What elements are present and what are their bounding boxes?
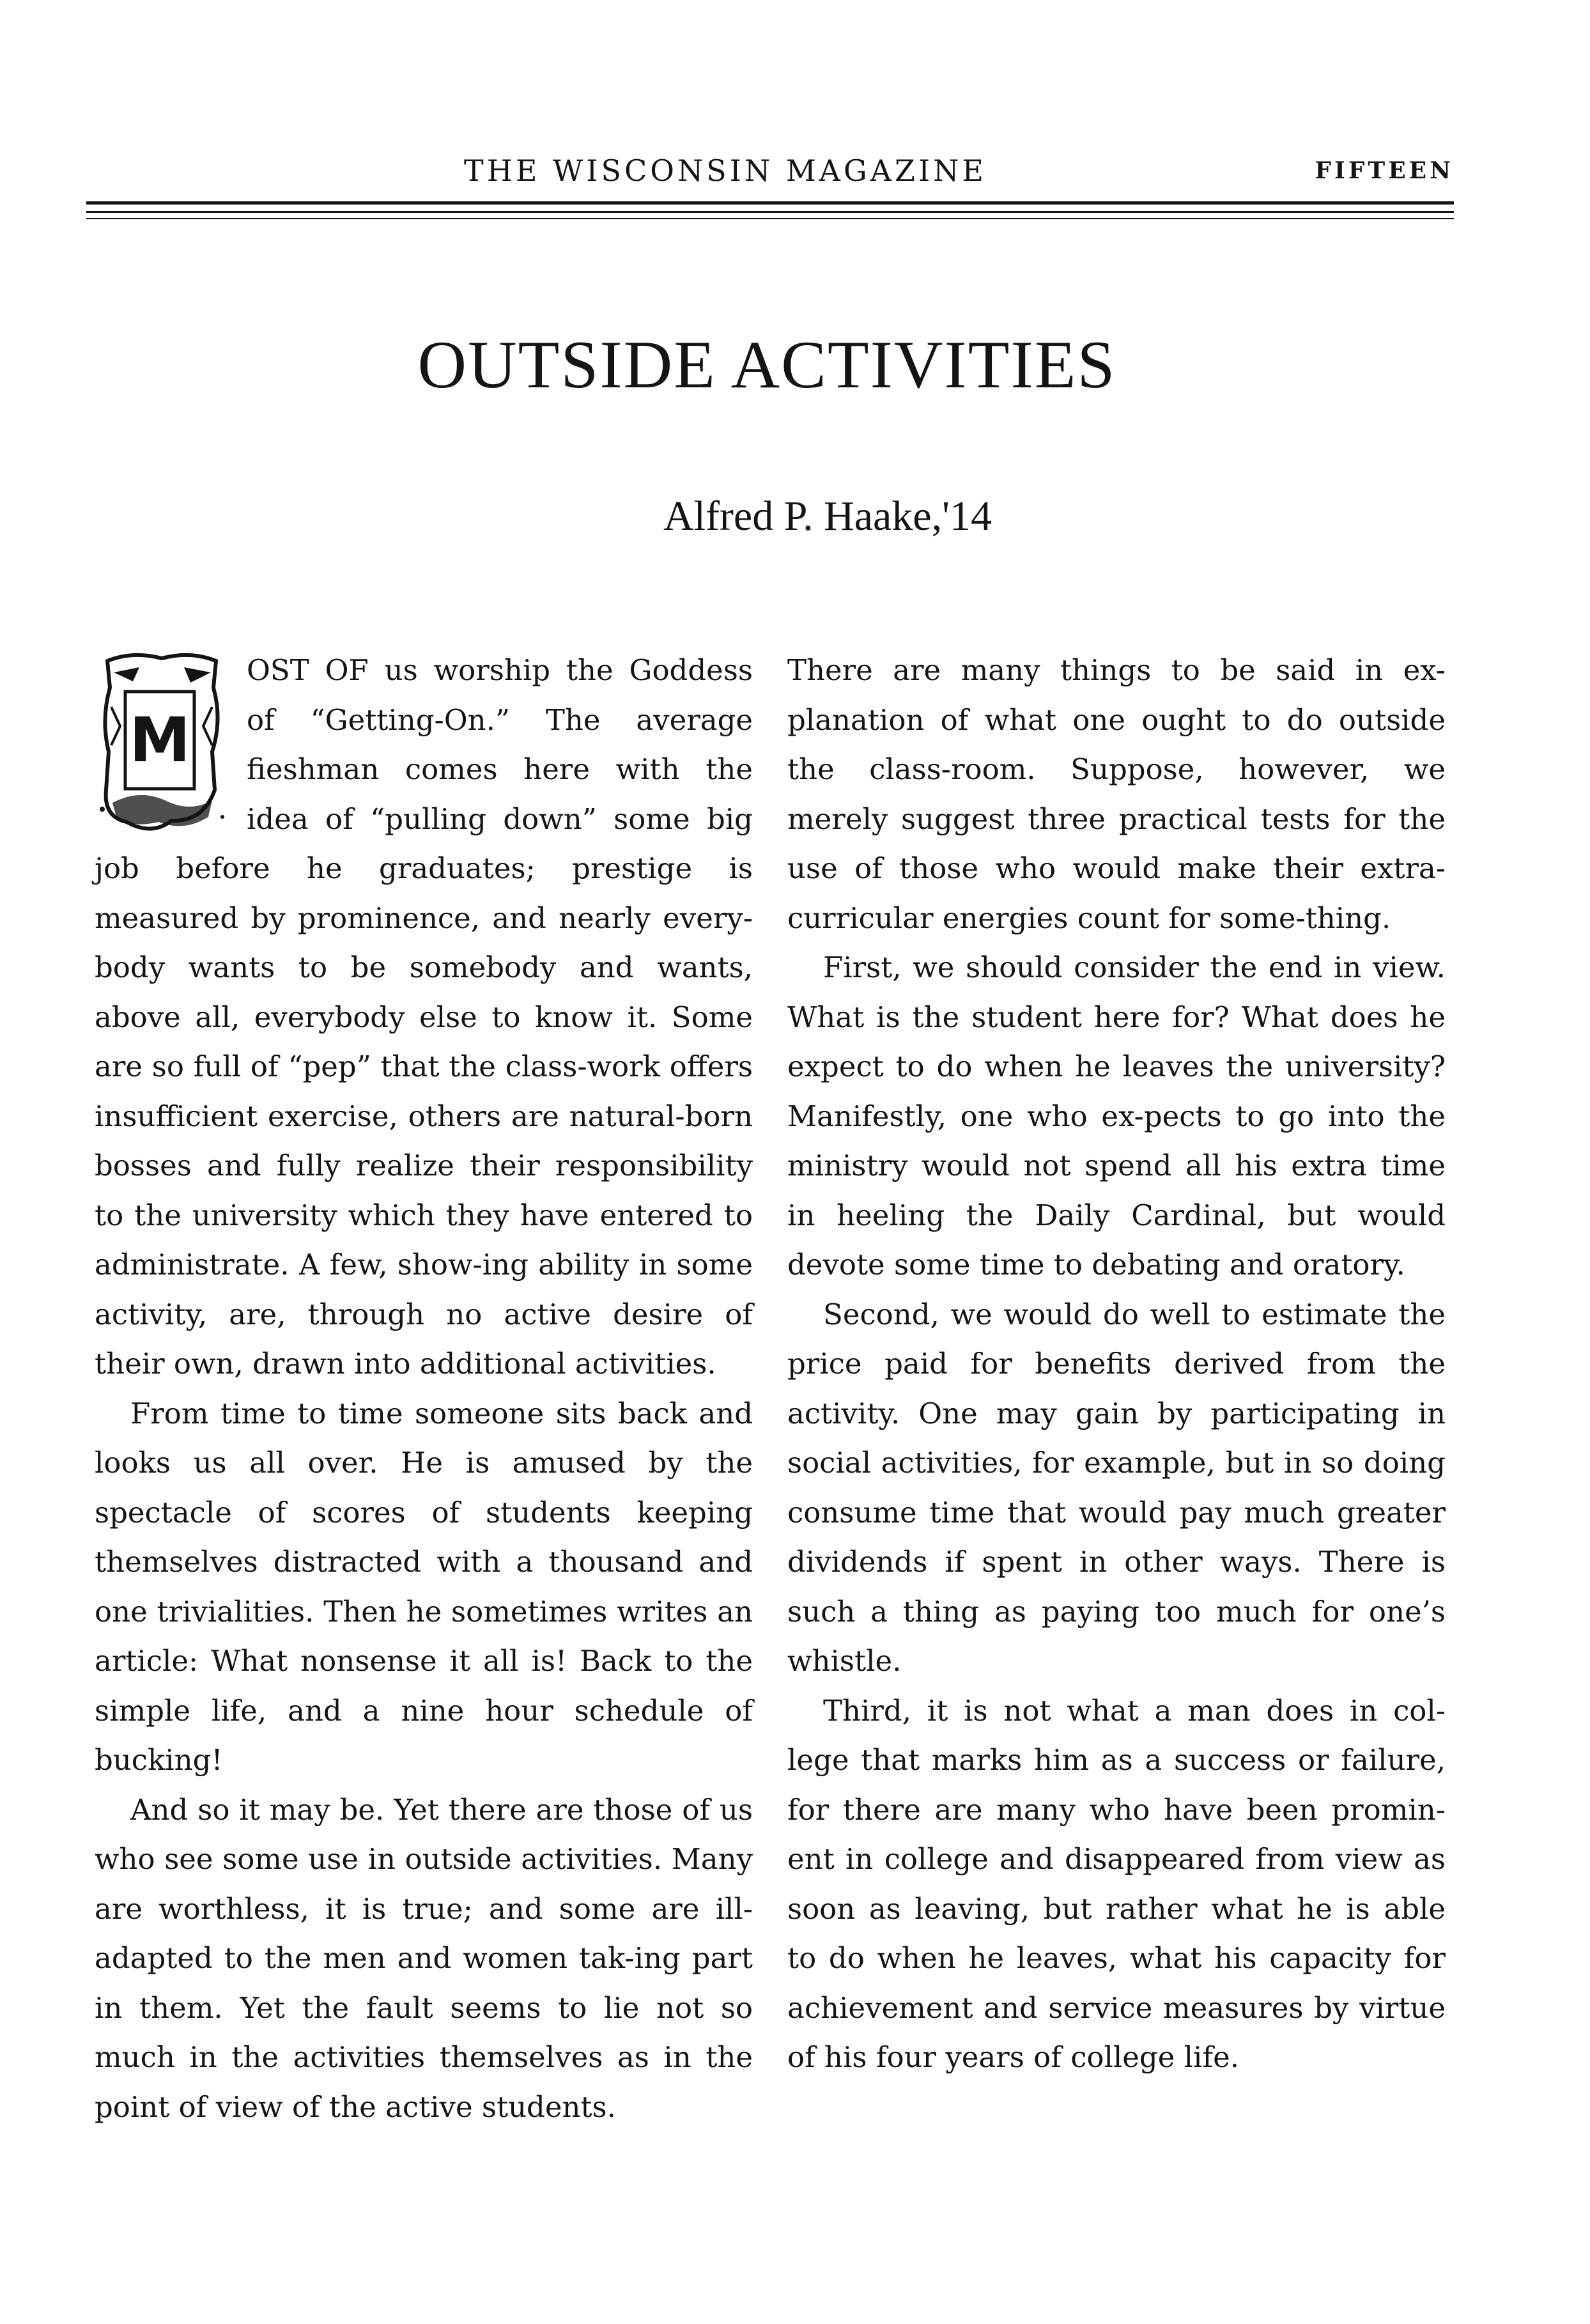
paragraph: And so it may be. Yet there are those of us who see some use in outside activities. Many are worthless, it is true; and some are ill-adapted to the men and women tak-ing part in them. Yet the fault seems to lie not so much in the activities themselves as in the point of view of the active students. <box>95 1792 753 2124</box>
paragraph: From time to time someone sits back and looks us all over. He is amused by the spectacle of scores of students keeping themselves distracted with a thousand and one trivialities. Then he sometimes writes an article: What nonsense it all is! Back to the simple life, and a nine hour schedule of bucking! <box>95 1396 753 1777</box>
article-title: OUTSIDE ACTIVITIES <box>417 327 1116 402</box>
drop-cap-ornament <box>95 649 229 841</box>
magazine-title: THE WISCONSIN MAGAZINE <box>464 153 987 188</box>
left-column <box>95 646 753 2132</box>
running-head <box>86 153 1454 192</box>
header-rule <box>86 218 1454 219</box>
right-column <box>787 646 1446 2082</box>
paragraph: Second, we would do well to estimate the price paid for benefits derived from the activity. One may gain by participating in social activities, for example, but in so doing consume time that would pay much greater dividends if spent in other ways. There is such a thing as paying too much for one’s whistle. <box>787 1297 1446 1678</box>
byline: Alfred P. Haake,'14 <box>663 493 992 539</box>
page-number: FIFTEEN <box>1315 157 1454 184</box>
paragraph: Third, it is not what a man does in col-lege that marks him as a success or failure, for there are many who have been promin-ent in college and disappeared from view as soon as leaving, but rather what he is able to do when he leaves, what his capacity for achievement and service measures by virtue of his four years of college life. <box>787 1693 1446 2074</box>
paragraph: First, we should consider the end in view. What is the student here for? What does he expect to do when he leaves the university? Manifestly, one who ex-pects to go into the ministry would not spend all his extra time in heeling the Daily Cardinal, but would devote some time to debating and oratory. <box>787 950 1446 1282</box>
paragraph: There are many things to be said in ex-planation of what one ought to do outside the class-room. Suppose, however, we merely suggest three practical tests for the use of those who would make their extra-curricular energies count for some-thing. <box>787 653 1446 935</box>
header-rule <box>86 201 1454 205</box>
header-rule <box>86 211 1454 213</box>
drop-cap-letter: M <box>129 704 190 776</box>
paragraph: OST OF us worship the Goddess of “Getting-On.” The average fieshman comes here with the idea of “pulling down” some big job before he graduates; prestige is measured by prominence, and nearly every-body wants to be somebody and wants, above all, everybody else to know it. Some are so full of “pep” that the class-work offers insufficient exercise, others are natural-born bosses and fully realize their responsibility to the university which they have entered to administrate. A few, show-ing ability in some activity, are, through no active desire of their own, drawn into additional activities. <box>95 653 753 1381</box>
